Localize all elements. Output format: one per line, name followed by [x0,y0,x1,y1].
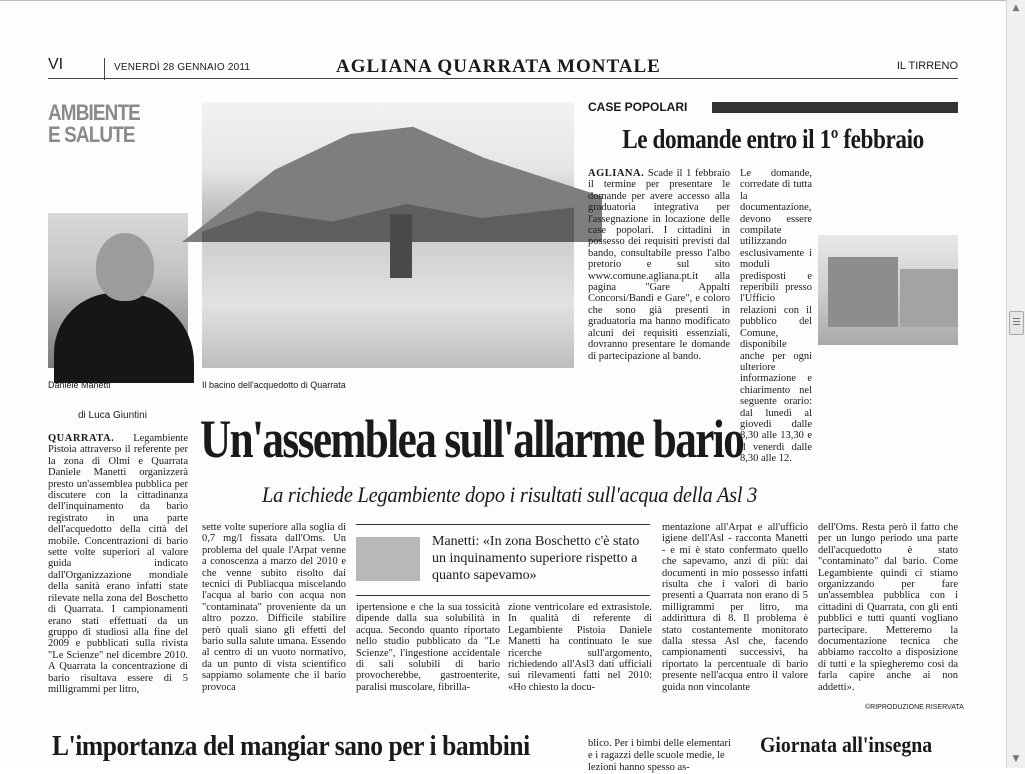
column-text: Legambiente Pistoia attraverso il referente per la zona di Olmi e Quarrata Daniele Manetti organizzerà presto un'assemblea pubblica per discutere con la cittadinanza dell'inquinamento da bario registrato in una parte dell'acquedotto della città del mobile. Concentrazioni di bario sette volte superiori al valore guida indicato dall'Organizzazione mondiale della sanità erano infatti state rilevate nella zona del Boschetto di Quarrata. I campionamenti erano stati effettuati da un gruppo di studiosi alla fine del 2009 e pubblicati sulla rivista "Le Scienze" nel dicembre 2010. A Quarrata la concentrazione di bario risultava essere di 5 milligrammi per litro, [48,433,188,695]
main-column-1 [48,433,188,715]
main-headline: Un'assemblea sull'allarme bario [200,409,744,469]
publication-name: IL TIRRENO [896,60,958,72]
main-column-5: mentazione all'Arpat e all'ufficio igiene dell'Asl - racconta Manetti - e mi è stato confermato quello che sapevamo, anzi di più: dai documenti in mio possesso infatti risulta che i valori di bario presenti a Quarrata non erano di 5 milligrammi per litro, ma addirittura di 8. Il problema è stato costantemente monitorato dalla stessa Asl che, facendo campionamenti successivi, ha riportato la percentuale di bario presente nell'acqua entro il valore guida non vincolante [662,522,808,693]
case-popolari-kicker [588,100,958,114]
building-shape-2 [900,269,958,327]
portrait-body-shape [54,293,194,383]
quote-photo-placeholder [356,537,420,581]
main-column-4: zione ventricolare ed extrasistole. In qualità di referente di Legambiente Pistoia Daniele Manetti ha continuato le sue ricerche sull'argomento, richiedendo all'Asl3 dati ufficiali sui rilevamenti fatti nel 2010: «Ho chiesto la docu- [508,602,652,693]
issue-date: VENERDÌ 28 GENNAIO 2011 [114,62,251,73]
housing-photo [818,235,958,345]
portrait-photo [48,213,188,368]
main-column-3: ipertensione e che la sua tossicità dipende dalla sua solubilità in acqua. Secondo quanto riportato nello studio pubblicato da "Le Scienze", l'ingestione accidentale di sali solubili di bario provocherebbe, gastroenterite, paralisi muscolare, fibrilla- [356,602,500,693]
page-number: VI [48,56,64,73]
bottom-headline-left: L'importanza del mangiar sano per i bambini [52,730,530,762]
scroll-up-arrow-icon[interactable]: ▲ [1008,0,1024,17]
bottom-column: blico. Per i bimbi delle elementari e i ragazzi delle scuole medie, le lezioni hanno spesso as- [588,738,731,773]
case-popolari-column-1 [588,168,730,362]
portrait-head-shape [96,233,154,301]
vertical-scrollbar[interactable] [1006,0,1025,768]
bottom-headline-right: Giornata all'insegna [760,732,933,757]
scroll-down-arrow-icon[interactable]: ▼ [1008,751,1024,768]
water-tower-shape [390,214,412,278]
dateline: QUARRATA. [48,433,115,444]
grip-icon [1013,318,1020,319]
scrollbar-thumb[interactable] [1009,311,1024,335]
section-label-line1: AMBIENTE [48,100,140,125]
quote-text: Manetti: «In zona Boschetto c'è stato un inquinamento superiore rispetto a quanto sapevamo» [432,534,640,583]
main-column-6: dell'Oms. Resta però il fatto che per un lungo periodo una parte dell'acquedotto è stato "contaminato" dal bario. Come Legambiente quindi ci stiamo organizzando per fare un'assemblea pubblica con i cittadini di Quarrata, con gli enti pubblici e tutti quanti vogliano partecipare. Metteremo la documentazione tecnica che abbiamo raccolto a disposizione di tutti e la spiegheremo così da farla capire anche ai non addetti». [818,522,958,693]
section-label [48,102,140,146]
main-column-2: sette volte superiore alla soglia di 0,7 mg/l fissata dall'Oms. Un problema del quale l'Arpat venne a conoscenza a marzo del 2010 e che venne subito risolto dai tecnici di Publiacqua miscelando l'acqua al bario con acqua non "contaminata" proveniente da un altro pozzo. Difficile stabilire però quali siano gli effetti del bario sulla salute umana. Essendo al centro di un vuoto normativo, da un punto di vista scientifico sappiamo solamente che il bario provoca [202,522,346,693]
lake-caption: Il bacino dell'acquedotto di Quarrata [202,380,346,390]
portrait-caption: Daniele Manetti [48,380,111,390]
building-shape-1 [828,257,898,327]
masthead [48,56,958,79]
main-subheadline: La richiede Legambiente dopo i risultati sull'acqua della Asl 3 [262,482,758,507]
lake-photo [202,102,574,368]
byline: di Luca Giuntini [78,410,147,421]
section-label-line2: E SALUTE [48,122,135,147]
dateline: AGLIANA. [588,168,645,179]
case-popolari-headline: Le domande entro il 1º febbraio [622,124,924,154]
section-title: AGLIANA QUARRATA MONTALE [336,56,661,77]
column-text: Scade il 1 febbraio il termine per presentare le domande per avere accesso alla graduatoria integrativa per l'assegnazione in locazione delle case popolari. I cittadini in possesso dei requisiti previsti dal bando, consultabile presso l'albo pretorio e sul sito www.comune.agliana.pt.it alla pagina "Gare Appalti Concorsi/Bandi e Gare", e coloro che sono già presenti in graduatoria ma hanno modificato alcuni dei requisiti essenziali, dovranno presentare le domande di partecipazione al bando. [588,168,731,362]
copyright-notice: ©RIPRODUZIONE RISERVATA [865,704,964,711]
page-top-edge [0,0,1006,1]
water-shape [202,242,574,368]
kicker-text: CASE POPOLARI [588,100,688,114]
case-popolari-column-2: Le domande, corredate di tutta la documentazione, devono essere compilate utilizzando esclusivamente i moduli predisposti e reperibili presso l'Ufficio relazioni con il pubblico del Comune, disponibile anche per ogni ulteriore informazione e chiarimento nel seguente orario: dal lunedì al giovedì dalle 8,30 alle 13,30 e il venerdì dalle 8,30 alle 12. [740,168,812,465]
masthead-divider [104,58,105,80]
pull-quote [356,524,650,596]
kicker-rule [712,102,958,113]
